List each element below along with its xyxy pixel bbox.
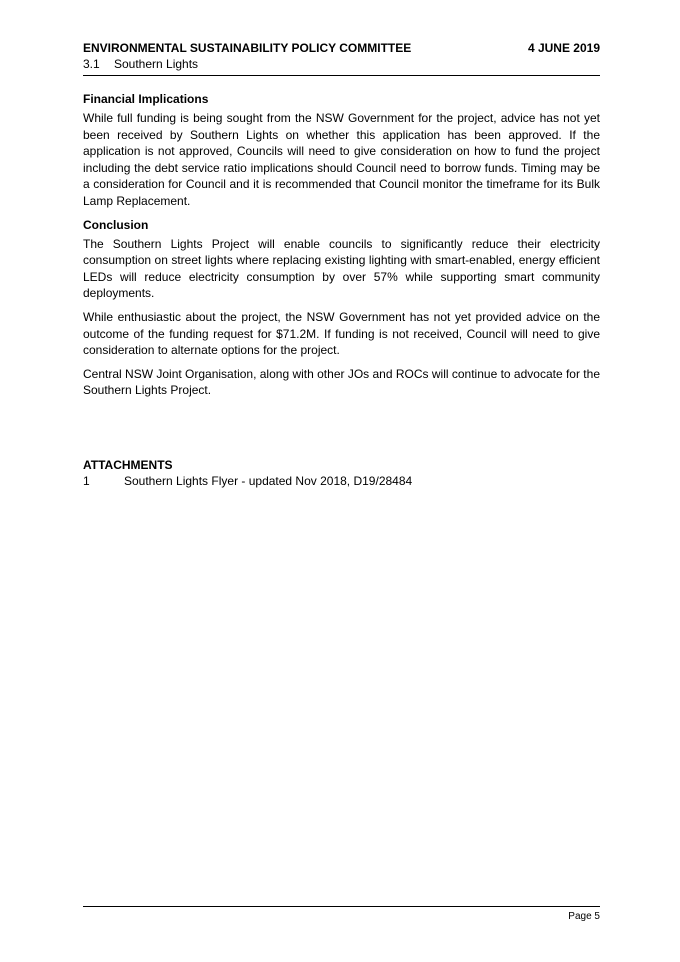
page-footer bbox=[83, 906, 600, 924]
page-number: Page 5 bbox=[568, 911, 600, 922]
report-body bbox=[83, 91, 600, 406]
financial-implications-heading: Financial Implications bbox=[83, 92, 209, 106]
header-top-row bbox=[83, 41, 600, 56]
conclusion-paragraph: The Southern Lights Project will enable councils to significantly reduce their electricity consumption on street lights where replacing existing lighting with smart-enabled, energy efficient LEDs will reduce electricity consumption by over 57% while supporting smart community deployments. bbox=[83, 236, 600, 301]
page-header bbox=[83, 41, 600, 76]
conclusion-paragraph: Central NSW Joint Organisation, along with other JOs and ROCs will continue to advocate for the Southern Lights Project. bbox=[83, 366, 600, 398]
conclusion-heading: Conclusion bbox=[83, 217, 149, 232]
header-item-row bbox=[83, 56, 600, 73]
item-number: 3.1 bbox=[83, 57, 100, 71]
committee-title: ENVIRONMENTAL SUSTAINABILITY POLICY COMMITTEE bbox=[83, 41, 412, 55]
attachments-section bbox=[83, 457, 600, 489]
meeting-date: 4 JUNE 2019 bbox=[527, 41, 600, 55]
attachment-item[interactable] bbox=[83, 473, 600, 489]
attachment-title[interactable]: Southern Lights Flyer - updated Nov 2018, D19/28484 bbox=[124, 474, 413, 488]
conclusion-paragraph: While enthusiastic about the project, the NSW Government has not yet provided advice on the outcome of the funding request for $71.2M. If funding is not received, Council will need to give consideration to alternate options for the project. bbox=[83, 309, 600, 358]
financial-implications-paragraph: While full funding is being sought from the NSW Government for the project, advice has not yet been received by Southern Lights on whether this application has been approved. If the application is not approved, Councils will need to give consideration on how to fund the project including the debt service ratio implications should Council need to borrow funds. Timing may be a consideration for Council and it is recommended that Council monitor the timeframe for its Bulk Lamp Replacement. bbox=[83, 111, 600, 208]
attachments-heading: ATTACHMENTS bbox=[83, 458, 173, 472]
attachment-number: 1 bbox=[83, 474, 90, 488]
item-title: Southern Lights bbox=[114, 57, 199, 71]
